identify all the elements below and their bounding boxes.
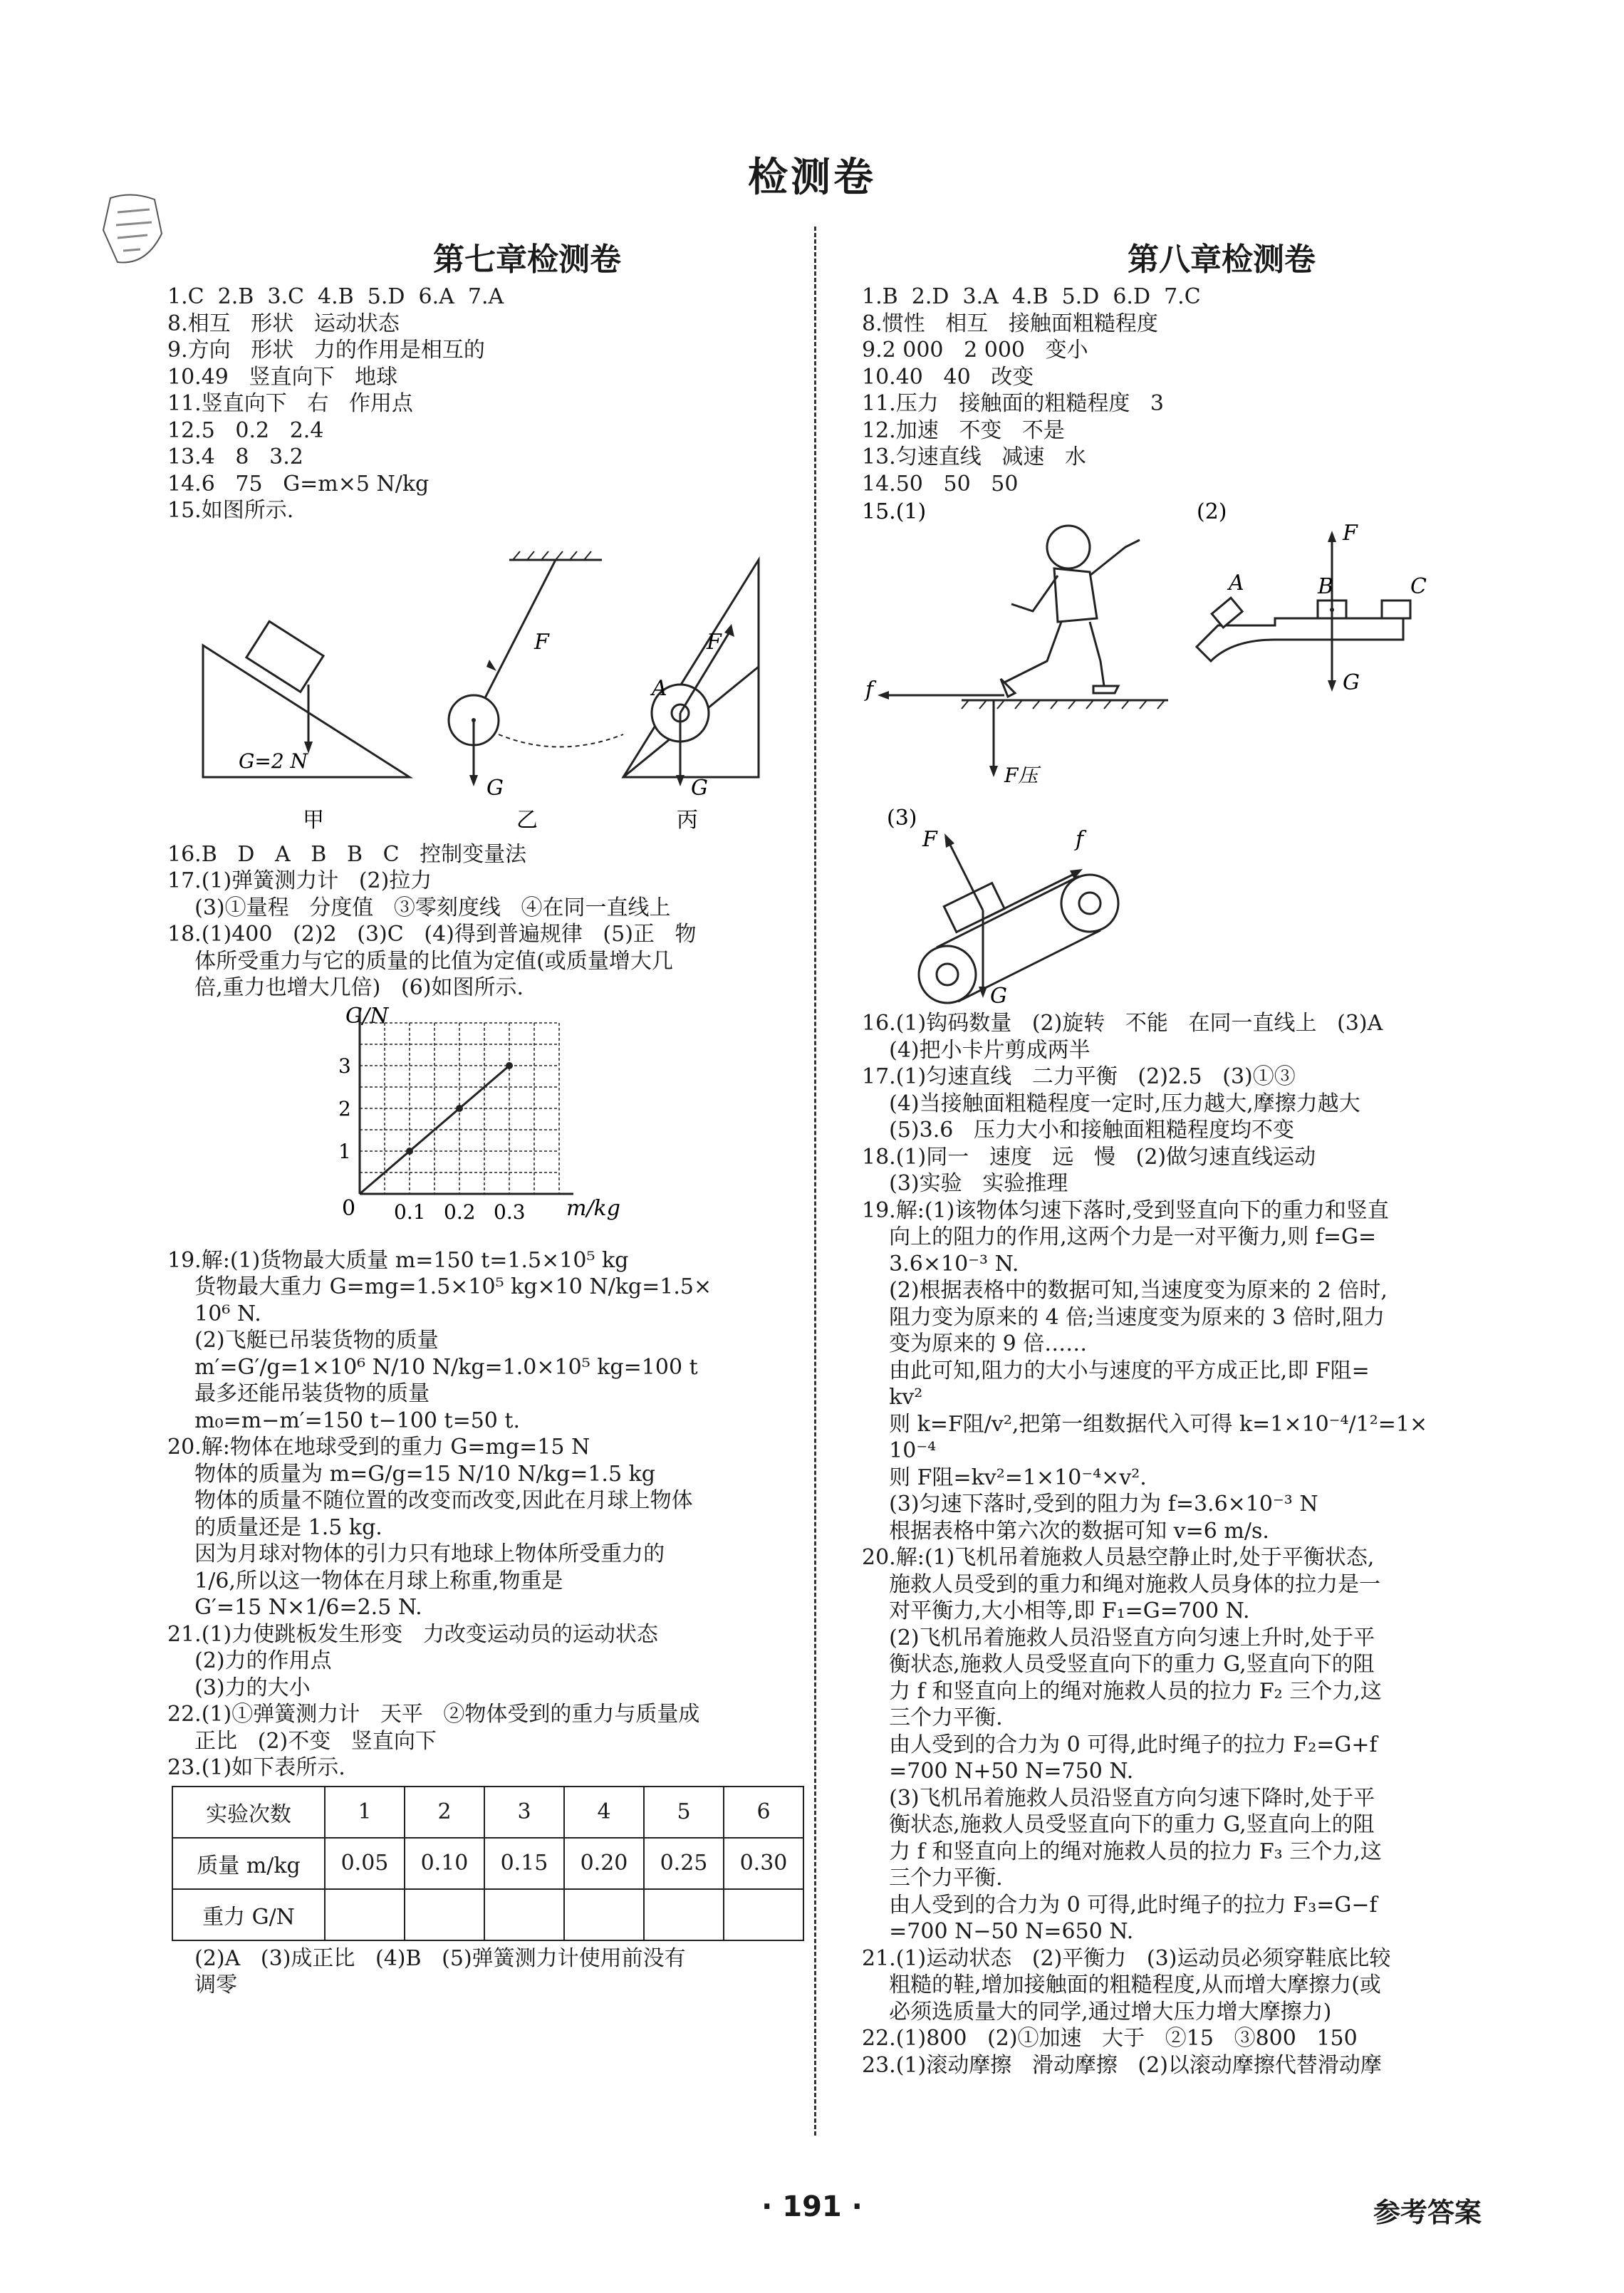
answer-line: 因为月球对物体的引力只有地球上物体所受重力的: [167, 1541, 665, 1566]
answer-line: 倍,重力也增大几倍) (6)如图所示.: [167, 975, 524, 1000]
table-cell: 实验次数: [172, 1787, 325, 1838]
answer-line: 10.40 40 改变: [862, 364, 1034, 390]
answer-line: (2)飞机吊着施救人员沿竖直方向匀速上升时,处于平: [862, 1625, 1375, 1650]
answer-line: 力 f 和竖直向上的绳对施救人员的拉力 F₂ 三个力,这: [862, 1678, 1382, 1704]
answer-line: (4)当接触面粗糙程度一定时,压力越大,摩擦力越大: [862, 1091, 1360, 1116]
chapter7-answers-d: [167, 1945, 887, 1999]
answer-line: 物体的质量不随位置的改变而改变,因此在月球上物体: [167, 1488, 693, 1513]
answer-line: 12.5 0.2 2.4: [167, 417, 324, 443]
answer-line: 16.(1)钩码数量 (2)旋转 不能 在同一直线上 (3)A: [862, 1011, 1383, 1036]
answer-line: (2)力的作用点: [167, 1648, 332, 1673]
table-cell: [644, 1889, 724, 1940]
answer-line: (2)A (3)成正比 (4)B (5)弹簧测力计使用前没有: [167, 1945, 686, 1971]
yi-F-label: F: [534, 629, 549, 655]
answer-line: 粗糙的鞋,增加接触面的粗糙程度,从而增大摩擦力(或: [862, 1972, 1381, 1997]
answer-line: 变为原来的 9 倍……: [862, 1331, 1088, 1356]
answer-line: 则 F阻=kv²=1×10⁻⁴×v².: [862, 1465, 1147, 1490]
answer-line: 正比 (2)不变 竖直向下: [167, 1728, 437, 1754]
graph-ylabel: G/N: [345, 1003, 389, 1029]
answer-line: 14.50 50 50: [862, 471, 1019, 496]
answer-line: 对平衡力,大小相等,即 F₁=G=700 N.: [862, 1598, 1250, 1623]
answer-line: 三个力平衡.: [862, 1705, 1003, 1730]
graph-origin: 0: [342, 1195, 356, 1221]
answer-line: 18.(1)400 (2)2 (3)C (4)得到普遍规律 (5)正 物: [167, 922, 697, 947]
answer-line: 23.(1)如下表所示.: [167, 1755, 345, 1780]
answer-line: 14.6 75 G=m×5 N/kg: [167, 471, 430, 496]
answer-line: 根据表格中第六次的数据可知 v=6 m/s.: [862, 1518, 1269, 1544]
answer-line: 20.解:物体在地球受到的重力 G=mg=15 N: [167, 1435, 590, 1460]
answer-line: 必须选质量大的同学,通过增大压力增大摩擦力): [862, 1999, 1332, 2024]
chapter7-title: 第七章检测卷: [433, 241, 621, 278]
answer-line: 由人受到的合力为 0 可得,此时绳子的拉力 F₂=G+f: [862, 1732, 1378, 1757]
chapter8-fig15: [862, 497, 1581, 1010]
page-number: · 191 ·: [761, 2190, 863, 2223]
table-cell: 重力 G/N: [172, 1889, 325, 1940]
jia-gravity-label: G=2 N: [239, 749, 308, 773]
answer-line: 3.6×10⁻³ N.: [862, 1251, 1019, 1277]
table-cell: [325, 1889, 405, 1940]
conveyor-belt: [919, 875, 1118, 1003]
graph-xlabel: m/kg: [566, 1195, 620, 1221]
data-point: [406, 1148, 413, 1155]
table-cell: [484, 1889, 564, 1940]
table-cell: [564, 1889, 644, 1940]
x-tick-label: 0.3: [494, 1200, 526, 1224]
answer-line: (3)①量程 分度值 ③零刻度线 ④在同一直线上: [167, 895, 671, 920]
chapter8-answers-a: [862, 284, 1581, 497]
bing-F-label: F: [707, 629, 722, 655]
data-point: [506, 1062, 513, 1069]
answer-line: 1.C 2.B 3.C 4.B 5.D 6.A 7.A: [167, 284, 504, 309]
caption-yi: 乙: [516, 807, 538, 833]
answer-line: 13.匀速直线 减速 水: [862, 444, 1086, 469]
answer-line: 10⁶ N.: [167, 1301, 261, 1326]
table-cell: 0.20: [564, 1838, 644, 1889]
answer-line: =700 N+50 N=750 N.: [862, 1759, 1134, 1784]
answer-line: (3)实验 实验推理: [862, 1171, 1068, 1196]
answer-line: G′=15 N×1/6=2.5 N.: [167, 1595, 422, 1620]
point-B-label: B: [1318, 574, 1334, 599]
answer-line: 1/6,所以这一物体在月球上称重,物重是: [167, 1568, 563, 1593]
fig15-part3-label: (3): [887, 806, 917, 831]
experiment-table: [172, 1786, 804, 1941]
answer-line: 货物最大重力 G=mg=1.5×10⁵ kg×10 N/kg=1.5×: [167, 1274, 712, 1299]
table-row: [172, 1838, 803, 1889]
table-cell: 0.10: [405, 1838, 484, 1889]
answer-line: (3)匀速下落时,受到的阻力为 f=3.6×10⁻³ N: [862, 1492, 1318, 1517]
x-tick-label: 0.1: [394, 1200, 426, 1224]
part2-F-label: F: [1343, 521, 1358, 546]
page-title: 检测卷: [748, 155, 876, 201]
caption-bing: 丙: [677, 807, 698, 833]
answer-line: 21.(1)运动状态 (2)平衡力 (3)运动员必须穿鞋底比较: [862, 1945, 1391, 1971]
table-cell: 0.05: [325, 1838, 405, 1889]
answer-line: 15.如图所示.: [167, 498, 294, 523]
answer-line: 11.竖直向下 右 作用点: [167, 391, 413, 416]
y-tick-label: 3: [338, 1054, 351, 1078]
table-cell: 4: [564, 1787, 644, 1838]
answer-line: 体所受重力与它的质量的比值为定值(或质量增大几: [167, 948, 673, 974]
y-tick-label: 1: [338, 1139, 351, 1163]
runner-figure: [1001, 526, 1140, 697]
table-cell: 2: [405, 1787, 484, 1838]
answer-line: (2)飞艇已吊装货物的质量: [167, 1328, 439, 1353]
chapter7-graph: [167, 1002, 887, 1247]
answer-line: 调零: [167, 1972, 238, 1997]
answer-line: 9.2 000 2 000 变小: [862, 338, 1088, 363]
section-label: 参考答案: [1373, 2197, 1482, 2228]
chapter8-answers-b: [862, 1010, 1581, 2079]
answer-line: 力 f 和竖直向上的绳对施救人员的拉力 F₃ 三个力,这: [862, 1839, 1382, 1864]
answer-line: 23.(1)滚动摩擦 滑动摩擦 (2)以滚动摩擦代替滑动摩: [862, 2052, 1382, 2078]
table-cell: [405, 1889, 484, 1940]
y-tick-label: 2: [338, 1096, 351, 1120]
answer-line: 物体的质量为 m=G/g=15 N/10 N/kg=1.5 kg: [167, 1461, 655, 1487]
answer-line: 22.(1)800 (2)①加速 大于 ②15 ③800 150: [862, 2026, 1358, 2051]
data-point: [456, 1105, 463, 1112]
answer-line: 则 k=F阻/v²,把第一组数据代入可得 k=1×10⁻⁴/1²=1×: [862, 1411, 1428, 1437]
table-cell: 0.25: [644, 1838, 724, 1889]
answer-line: 1.B 2.D 3.A 4.B 5.D 6.D 7.C: [862, 284, 1201, 309]
answer-line: 三个力平衡.: [862, 1866, 1003, 1891]
chapter7-answers-b: [167, 841, 887, 1002]
answer-line: 19.解:(1)该物体匀速下落时,受到竖直向下的重力和竖直: [862, 1197, 1389, 1223]
answer-line: m₀=m−m′=150 t−100 t=50 t.: [167, 1408, 521, 1433]
bing-A-label: A: [652, 675, 667, 701]
answer-line: 的质量还是 1.5 kg.: [167, 1514, 382, 1540]
table-cell: [724, 1889, 803, 1940]
answer-line: 衡状态,施救人员受竖直向下的重力 G,竖直向下的阻: [862, 1652, 1375, 1677]
table-row: [172, 1787, 803, 1838]
part2-G-label: G: [1343, 670, 1360, 695]
answer-line: 21.(1)力使跳板发生形变 力改变运动员的运动状态: [167, 1621, 658, 1647]
bing-G-label: G: [691, 775, 708, 801]
answer-line: (2)根据表格中的数据可知,当速度变为原来的 2 倍时,: [862, 1278, 1388, 1303]
answer-line: 18.(1)同一 速度 远 慢 (2)做匀速直线运动: [862, 1144, 1316, 1170]
answer-line: 17.(1)弹簧测力计 (2)拉力: [167, 868, 432, 893]
friction-f-label: f: [865, 677, 874, 702]
answer-line: 向上的阻力的作用,这两个力是一对平衡力,则 f=G=: [862, 1225, 1377, 1249]
answer-line: 阻力变为原来的 4 倍;当速度变为原来的 3 倍时,阻力: [862, 1304, 1385, 1330]
table-cell: 0.30: [724, 1838, 803, 1889]
answer-line: m′=G′/g=1×10⁶ N/10 N/kg=1.0×10⁵ kg=100 t: [167, 1354, 698, 1380]
table-cell: 1: [325, 1787, 405, 1838]
chapter7-answers-c: [167, 1247, 887, 1782]
chapter7-answers-a: [167, 284, 887, 524]
part3-f-label: f: [1076, 827, 1084, 852]
answer-line: 8.惯性 相互 接触面粗糙程度: [862, 311, 1158, 336]
answer-line: 衡状态,施救人员受竖直向下的重力 G,竖直向上的阻: [862, 1812, 1375, 1837]
fig15-part1-label: 15.(1): [862, 499, 927, 524]
answer-line: 11.压力 接触面的粗糙程度 3: [862, 391, 1165, 416]
answer-line: 12.加速 不变 不是: [862, 417, 1065, 443]
answer-line: 20.解:(1)飞机吊着施救人员悬空静止时,处于平衡状态,: [862, 1545, 1375, 1570]
answer-line: 22.(1)①弹簧测力计 天平 ②物体受到的重力与质量成: [167, 1702, 700, 1727]
answer-line: (4)把小卡片剪成两半: [862, 1037, 1091, 1063]
answer-line: 8.相互 形状 运动状态: [167, 311, 400, 336]
part3-G-label: G: [990, 984, 1007, 1009]
answer-line: (3)力的大小: [167, 1675, 311, 1700]
pressure-F-label: F压: [1004, 764, 1039, 787]
answer-line: (3)飞机吊着施救人员沿竖直方向匀速下降时,处于平: [862, 1785, 1375, 1811]
point-A-label: A: [1229, 571, 1244, 596]
part3-F-label: F: [922, 827, 937, 852]
answer-line: 最多还能吊装货物的质量: [167, 1381, 430, 1406]
x-tick-label: 0.2: [444, 1200, 476, 1224]
fig15-part2-label: (2): [1197, 499, 1227, 524]
point-C-label: C: [1410, 574, 1427, 599]
answer-line: 13.4 8 3.2: [167, 444, 303, 469]
answer-line: 10⁻⁴: [862, 1438, 937, 1463]
answer-line: =700 N−50 N=650 N.: [862, 1919, 1134, 1944]
answer-line: 由此可知,阻力的大小与速度的平方成正比,即 F阻=: [862, 1358, 1370, 1383]
answer-line: 19.解:(1)货物最大质量 m=150 t=1.5×10⁵ kg: [167, 1247, 629, 1273]
table-cell: 5: [644, 1787, 724, 1838]
answer-line: 17.(1)匀速直线 二力平衡 (2)2.5 (3)①③: [862, 1064, 1296, 1089]
table-row: [172, 1889, 803, 1940]
answer-line: (5)3.6 压力大小和接触面粗糙程度均不变: [862, 1118, 1294, 1143]
table-cell: 6: [724, 1787, 803, 1838]
answer-line: 由人受到的合力为 0 可得,此时绳子的拉力 F₃=G−f: [862, 1892, 1378, 1918]
chapter7-fig15: [167, 524, 887, 841]
answer-line: 9.方向 形状 力的作用是相互的: [167, 338, 485, 363]
table-cell: 0.15: [484, 1838, 564, 1889]
chapter8-title: 第八章检测卷: [1128, 241, 1316, 278]
chapter7-column: [167, 228, 887, 1999]
answer-line: 16.B D A B B C 控制变量法: [167, 841, 527, 867]
answer-line: kv²: [862, 1385, 923, 1410]
answer-line: 10.49 竖直向下 地球: [167, 364, 398, 390]
table-cell: 质量 m/kg: [172, 1838, 325, 1889]
chapter8-column: [862, 228, 1581, 2079]
caption-jia: 甲: [303, 807, 324, 833]
answer-line: 施救人员受到的重力和绳对施救人员身体的拉力是一: [862, 1571, 1381, 1597]
yi-G-label: G: [486, 775, 504, 801]
table-cell: 3: [484, 1787, 564, 1838]
